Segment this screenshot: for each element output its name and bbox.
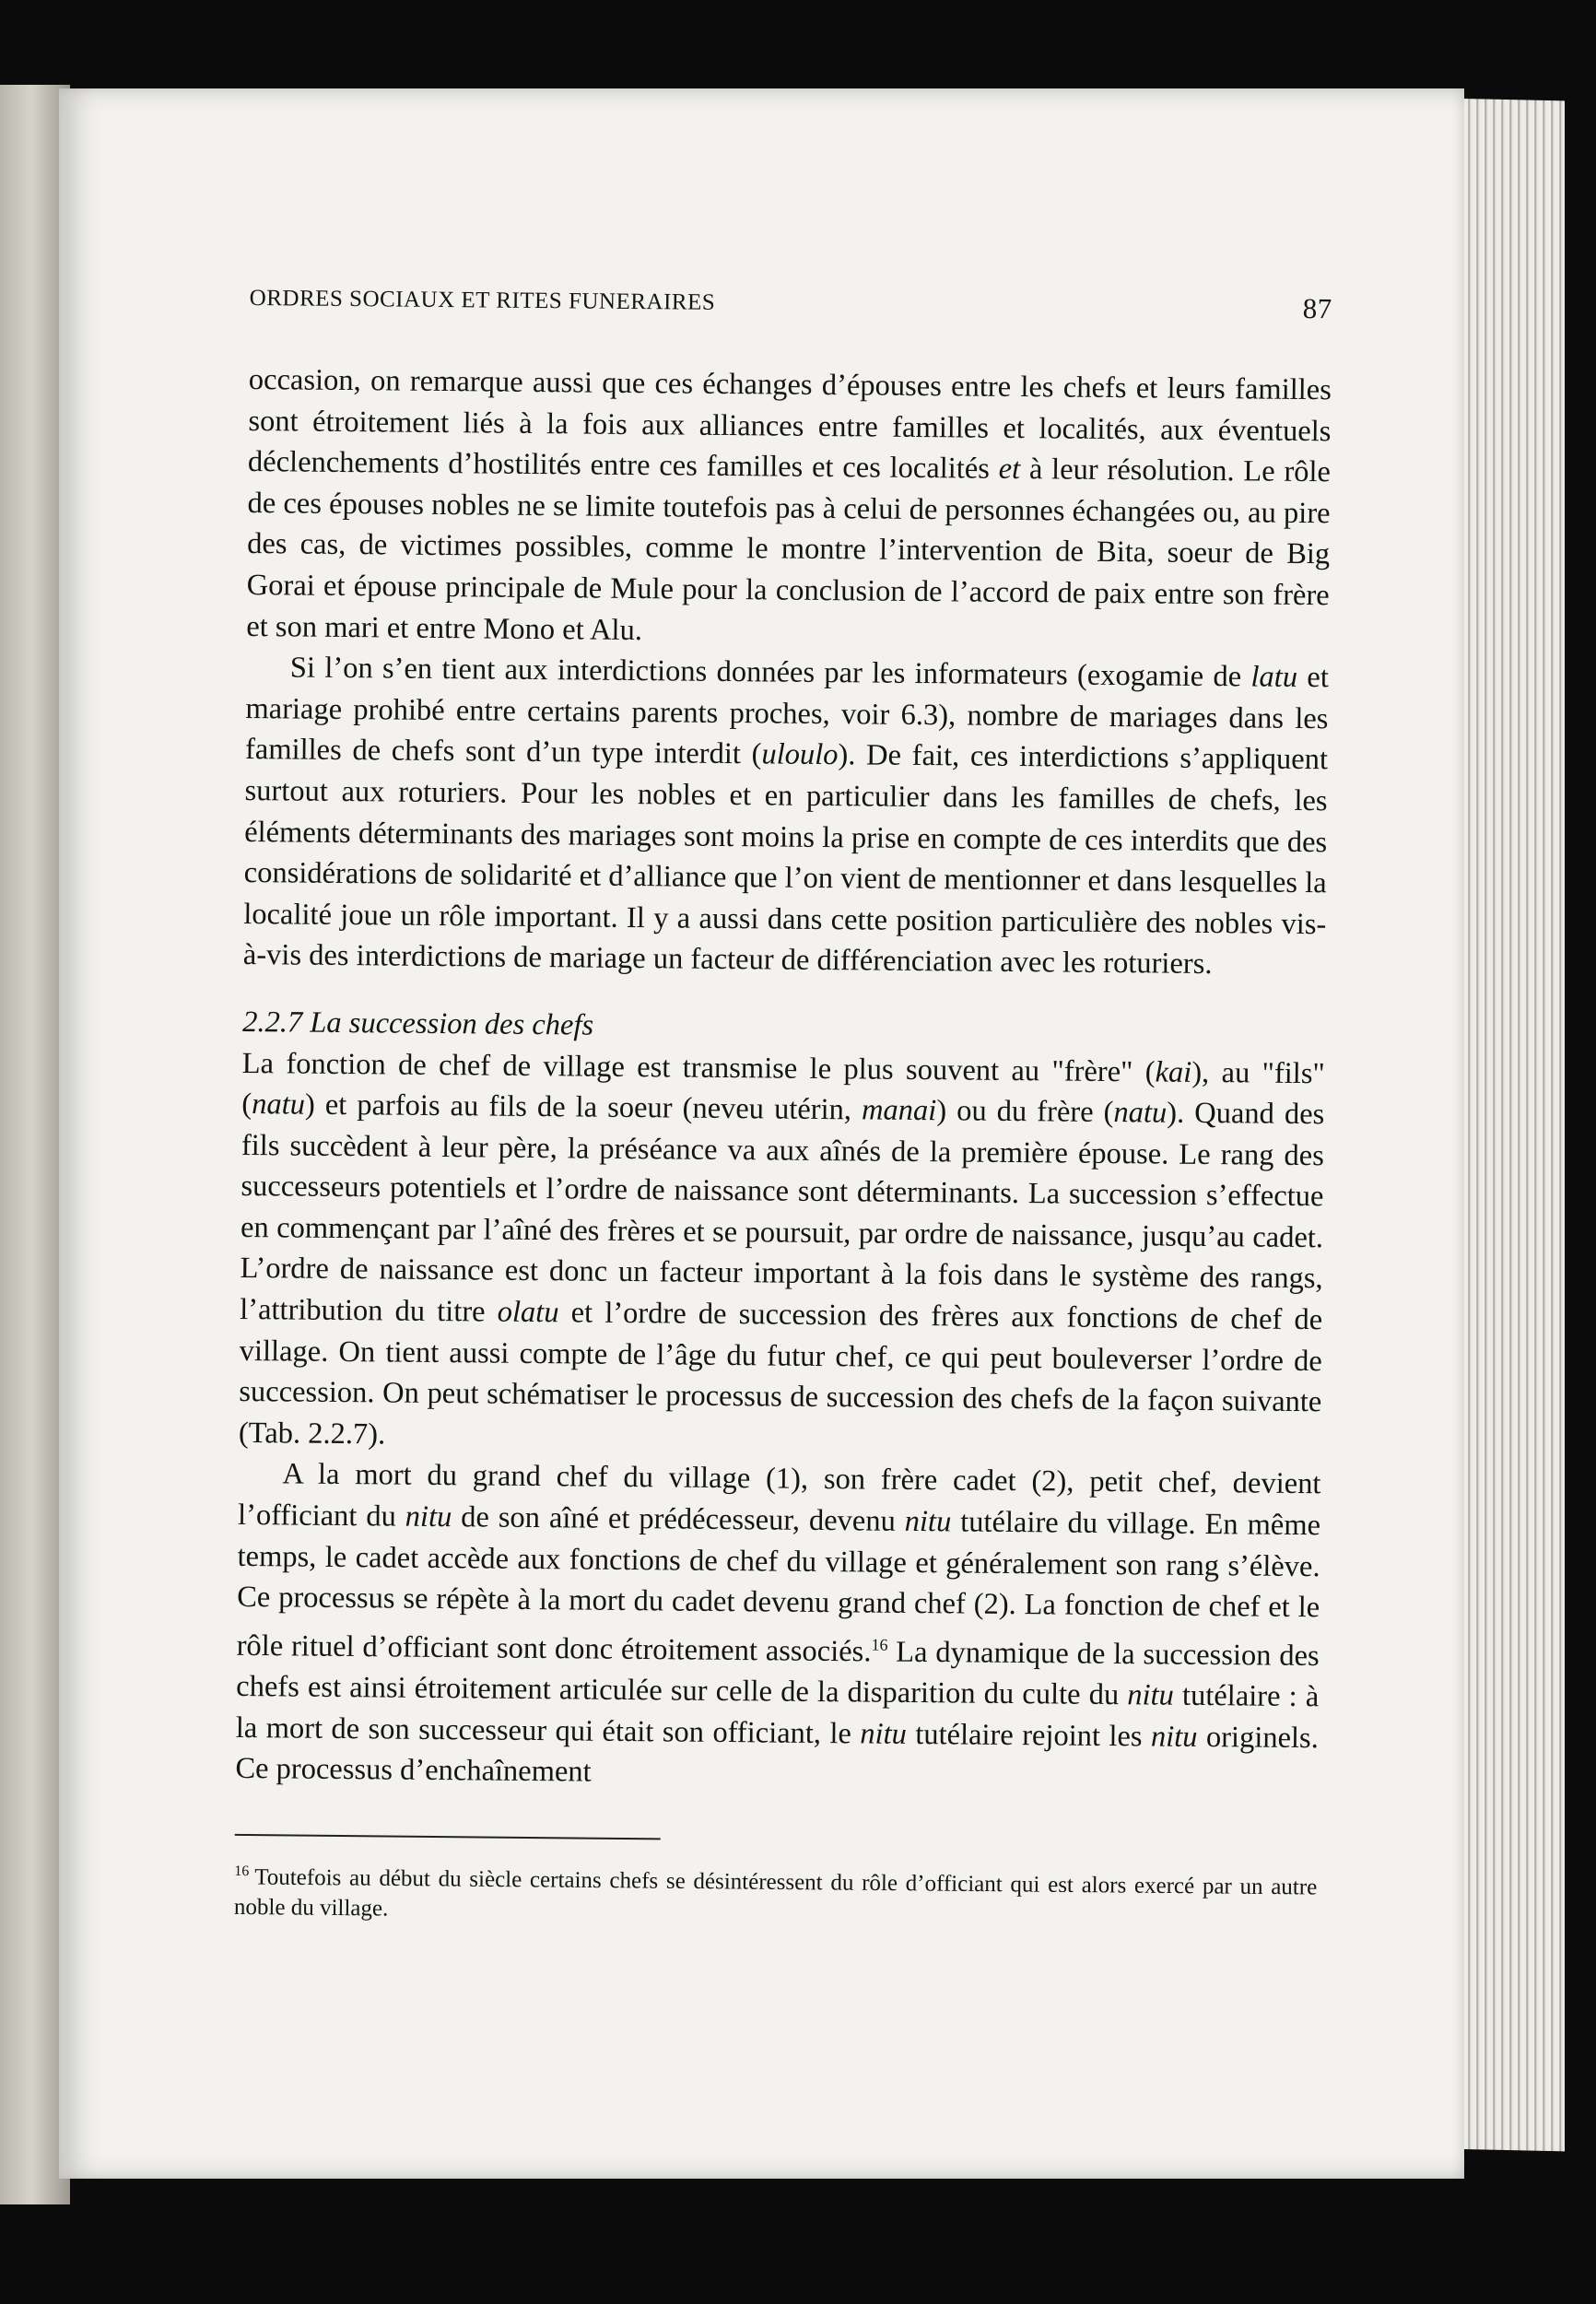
paragraph (239, 1042, 1325, 1464)
italic-term: olatu (497, 1295, 559, 1330)
text-run: ) ou du frère ( (936, 1094, 1114, 1130)
italic-term: natu (251, 1087, 306, 1122)
italic-term: uloulo (761, 737, 839, 772)
running-head-title: ORDRES SOCIAUX ET RITES FUNERAIRES (249, 285, 716, 315)
text-run: et mariage prohibé entre certains parents proches, voir 6.3), nombre de mariages dans les familles de chefs sont d’un type interdit ( (244, 661, 1329, 771)
text-run: ), au "fils" ( (241, 1055, 1325, 1122)
italic-term: nitu (860, 1717, 908, 1751)
text-run: tutélaire : à la mort de son successeur qui était son officiant, le (235, 1678, 1320, 1751)
italic-term: nitu (904, 1504, 952, 1539)
body-text (235, 359, 1332, 1800)
text-run: de son aîné et prédécesseur, devenu (452, 1500, 905, 1538)
text-run: tutélaire rejoint les (906, 1717, 1152, 1754)
page-content (234, 273, 1332, 1934)
running-head (249, 273, 1332, 338)
text-run: La dynamique de la succession des chefs est ainsi étroitement articulée sur celle de la disparition du culte du (236, 1635, 1320, 1712)
footnote-reference: 16 (871, 1635, 888, 1654)
book-page-edges (1447, 99, 1565, 2152)
section-heading: 2.2.7 La succession des chefs (242, 1005, 594, 1042)
italic-term: manai (861, 1093, 937, 1128)
book-page (59, 88, 1464, 2179)
paragraph (235, 1453, 1320, 1800)
text-run: originels. Ce processus d’enchaînement (235, 1720, 1319, 1790)
footnote-rule (235, 1834, 661, 1840)
text-run: ) et parfois au fils de la soeur (neveu utérin, (304, 1087, 863, 1127)
text-run: ). De fait, ces interdictions s’appliquent surtout aux roturiers. Pour les nobles et en particulier dans les familles de chefs, les éléments déterminants des mariages sont moins la prise en compte de ces interdits que des considérations de solidarité et d’alliance que l’on vient de mentionner et dans lesquelles la localité joue un rôle important. Il y a aussi dans cette position particulière des nobles vis-à-vis des interdictions de mariage un facteur de différenciation avec les roturiers. (242, 738, 1329, 982)
paragraph (246, 359, 1332, 657)
footnote (234, 1856, 1318, 1934)
text-run: La fonction de chef de village est transmise le plus souvent au "frère" ( (241, 1046, 1156, 1088)
paragraph (243, 647, 1329, 986)
text-run: ). Quand des fils succèdent à leur père, la préséance va aux aînés de la première épouse. Le rang des successeurs potentiels et l’ordre de naissance sont déterminants. La succession s’effectue en commençant par l’aîné des frères et se poursuit, par ordre de naissance, jusqu’au cadet. L’ordre de naissance est donc un facteur important à la fois dans le système des rangs, l’attribution du titre (240, 1096, 1325, 1329)
italic-term: kai (1155, 1054, 1192, 1089)
text-run: Si l’on s’en tient aux interdictions données par les informateurs (exogamie de (289, 651, 1251, 694)
text-run: et l’ordre de succession des frères aux fonctions de chef de village. On tient aussi compte de l’âge du futur chef, ce qui peut bouleverser l’ordre de succession. On peut schématiser le processus de succession des chefs de la façon suivante (Tab. 2.2.7). (238, 1296, 1323, 1452)
footnote-text: Toutefois au début du siècle certains chefs se désintéressent du rôle d’officiant qui est alors exercé par un autre noble du village. (233, 1864, 1318, 1922)
footnote-number: 16 (234, 1863, 250, 1880)
italic-term: latu (1250, 660, 1298, 695)
italic-term: nitu (405, 1499, 452, 1534)
text-run: à leur résolution. Le rôle de ces épouses nobles ne se limite toutefois pas à celui de personnes échangées ou, au pire des cas, de victimes possibles, comme le montre l’intervention de Bita, soeur de Big Gorai et épouse principale de Mule pour la conclusion de l’accord de paix entre son frère et son mari et entre Mono et Alu. (246, 453, 1332, 647)
page-number: 87 (1302, 291, 1332, 325)
italic-term: nitu (1150, 1720, 1198, 1754)
italic-term: et (998, 452, 1021, 487)
italic-term: natu (1113, 1096, 1168, 1130)
italic-term: nitu (1127, 1678, 1175, 1712)
text-run: occasion, on remarque aussi que ces échanges d’épouses entre les chefs et leurs familles sont étroitement liés à la fois aux alliances entre familles et localités, aux éventuels déclenchements d’hostilités entre ces familles et ces localités (247, 362, 1332, 486)
text-run: A la mort du grand chef du village (1), son frère cadet (2), petit chef, devient l’officiant du (237, 1457, 1321, 1534)
text-run: tutélaire du village. En même temps, le cadet accède aux fonctions de chef du village et généralement son rang s’élève. Ce processus se répète à la mort du cadet devenu grand chef (2). La fonction de chef et le rôle rituel d’officiant sont donc étroitement associés. (236, 1505, 1321, 1669)
